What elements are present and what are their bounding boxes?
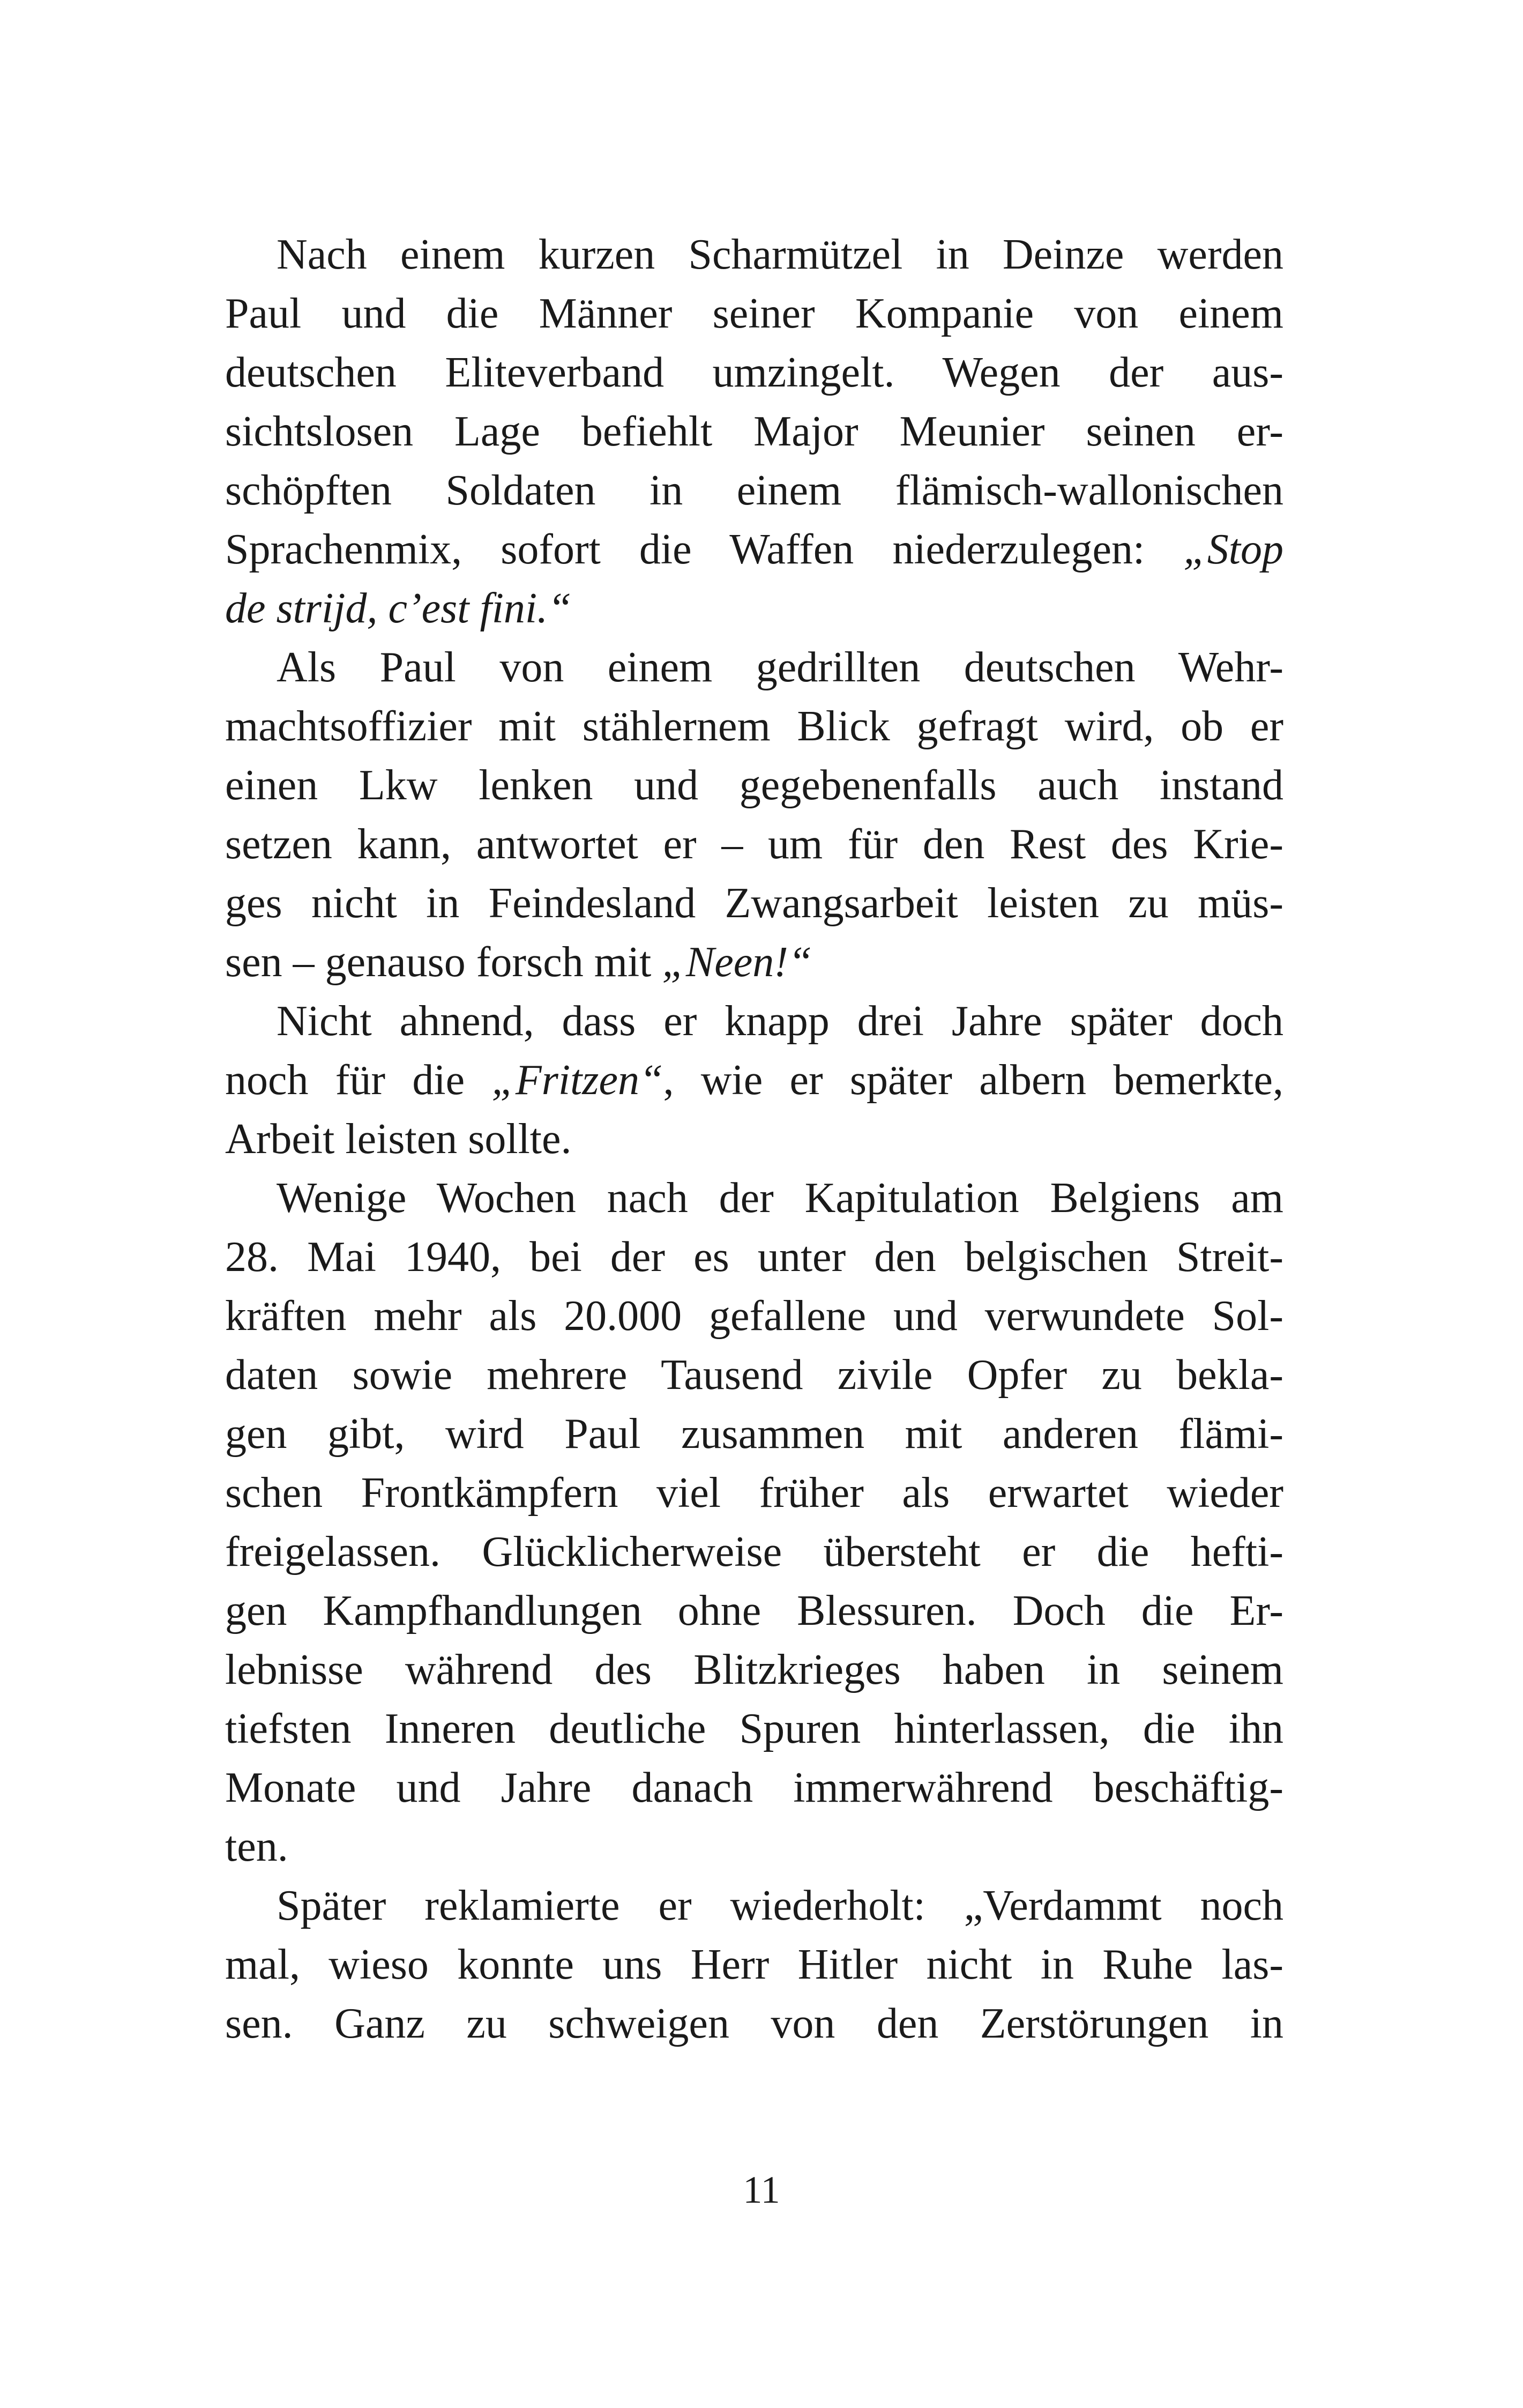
text-line — [225, 520, 1283, 579]
text-run: de strijd, c’est fini.“ — [225, 585, 572, 632]
text-run: mal, wieso konnte uns Herr Hitler nicht in Ruhe las- — [225, 1941, 1283, 1988]
text-run: lebnisse während des Blitzkrieges haben in seinem — [225, 1646, 1283, 1693]
text-line — [225, 579, 1283, 638]
body-text — [225, 225, 1283, 2053]
text-run: sen. Ganz zu schweigen von den Zerstörungen in — [225, 2000, 1283, 2047]
text-line — [225, 1169, 1283, 1228]
text-run: Monate und Jahre danach immerwährend beschäftig- — [225, 1764, 1283, 1811]
text-line — [225, 1817, 1283, 1876]
text-run: daten sowie mehrere Tausend zivile Opfer zu bekla- — [225, 1351, 1283, 1399]
text-line — [225, 1346, 1283, 1404]
text-line — [225, 343, 1283, 402]
text-run: Sprachenmix, sofort die Waffen niederzulegen: — [225, 526, 1184, 573]
text-line — [225, 402, 1283, 461]
text-line — [225, 1287, 1283, 1346]
text-line — [225, 461, 1283, 520]
text-run: einen Lkw lenken und gegebenenfalls auch instand — [225, 762, 1283, 809]
paragraph — [225, 225, 1283, 638]
text-line — [225, 874, 1283, 933]
paragraph — [225, 638, 1283, 992]
text-run: deutschen Eliteverband umzingelt. Wegen der aus- — [225, 349, 1283, 396]
text-line — [225, 697, 1283, 756]
text-line — [225, 1404, 1283, 1463]
text-line — [225, 1051, 1283, 1110]
text-run: gen gibt, wird Paul zusammen mit anderen flämi- — [225, 1410, 1283, 1458]
text-run: Später reklamierte er wiederholt: „Verdammt noch — [277, 1882, 1283, 1929]
text-run: setzen kann, antwortet er – um für den Rest des Krie- — [225, 821, 1283, 868]
page-number: 11 — [743, 2168, 780, 2211]
text-run: noch für die — [225, 1057, 492, 1104]
text-run: kräften mehr als 20.000 gefallene und verwundete Sol- — [225, 1292, 1283, 1340]
text-run: Als Paul von einem gedrillten deutschen Wehr- — [277, 644, 1283, 691]
paragraph — [225, 1876, 1283, 2053]
text-run: „Neen!“ — [662, 939, 812, 986]
text-run: machtsoffizier mit stählernem Blick gefragt wird, ob er — [225, 703, 1283, 750]
text-run: „Fritzen“ — [491, 1057, 663, 1104]
text-line — [225, 815, 1283, 874]
text-run: Nicht ahnend, dass er knapp drei Jahre später doch — [277, 998, 1283, 1045]
text-run: sichtslosen Lage befiehlt Major Meunier seinen er- — [225, 408, 1283, 455]
text-line — [225, 1522, 1283, 1581]
text-run: Wenige Wochen nach der Kapitulation Belgiens am — [277, 1175, 1283, 1222]
text-line — [225, 1994, 1283, 2053]
text-run: schen Frontkämpfern viel früher als erwartet wieder — [225, 1469, 1283, 1517]
text-run: , wie er später albern bemerkte, — [663, 1057, 1283, 1104]
text-line — [225, 992, 1283, 1051]
text-run: gen Kampfhandlungen ohne Blessuren. Doch die Er- — [225, 1587, 1283, 1634]
text-line — [225, 1581, 1283, 1640]
text-line — [225, 1228, 1283, 1287]
text-run: Arbeit leisten sollte. — [225, 1116, 572, 1163]
paragraph — [225, 1169, 1283, 1876]
text-run: Nach einem kurzen Scharmützel in Deinze werden — [277, 231, 1283, 278]
text-line — [225, 933, 1283, 992]
text-line — [225, 1463, 1283, 1522]
text-run: Paul und die Männer seiner Kompanie von einem — [225, 290, 1283, 337]
text-line — [225, 1876, 1283, 1935]
text-line — [225, 1640, 1283, 1699]
text-line — [225, 1699, 1283, 1758]
text-line — [225, 756, 1283, 815]
text-run: freigelassen. Glücklicherweise übersteht er die hefti- — [225, 1528, 1283, 1575]
text-run: schöpften Soldaten in einem flämisch-wallonischen — [225, 467, 1283, 514]
text-line — [225, 284, 1283, 343]
paragraph — [225, 992, 1283, 1169]
text-line — [225, 1110, 1283, 1169]
text-run: 28. Mai 1940, bei der es unter den belgischen Streit- — [225, 1233, 1283, 1281]
text-run: ges nicht in Feindesland Zwangsarbeit leisten zu müs- — [225, 880, 1283, 927]
text-run: „Stop — [1183, 526, 1283, 573]
text-line — [225, 225, 1283, 284]
text-run: sen – genauso forsch mit — [225, 939, 662, 986]
text-run: ten. — [225, 1823, 288, 1870]
text-line — [225, 1758, 1283, 1817]
text-line — [225, 638, 1283, 697]
text-run: tiefsten Inneren deutliche Spuren hinterlassen, die ihn — [225, 1705, 1283, 1752]
text-line — [225, 1935, 1283, 1994]
